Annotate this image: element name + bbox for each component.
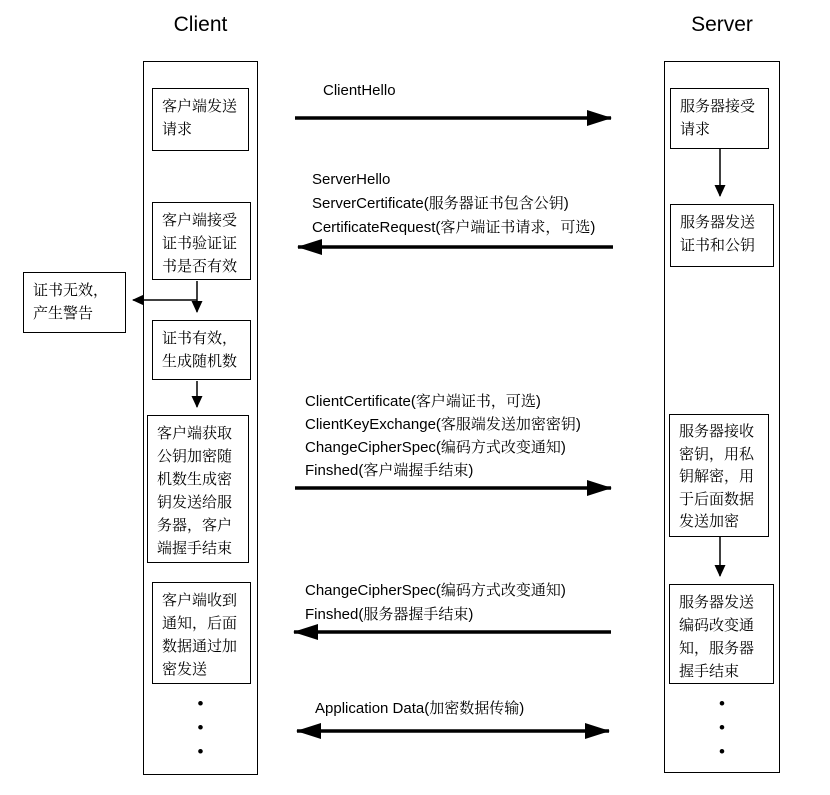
message-label-application-data [315,697,524,721]
message-label-clienthello [323,79,396,103]
message-line: CertificateRequest(客户端证书请求，可选) [312,219,596,236]
dot: • [197,718,204,737]
client-continuation-dots [143,692,258,764]
client-box-generate-key: 客户端获取公钥加密随机数生成密钥发送给服务器，客户端握手结束 [147,415,249,563]
server-box-send-change-notice: 服务器发送编码改变通知，服务器握手结束 [669,584,774,684]
dot: • [719,742,725,761]
message-line: ClientCertificate(客户端证书，可选) [305,393,541,410]
message-line: ChangeCipherSpec(编码方式改变通知) [305,582,566,599]
dot: • [197,742,204,761]
message-line: ClientKeyExchange(客服端发送加密密钥) [305,416,581,433]
warning-box: 证书无效，产生警告 [23,272,126,333]
message-line: Finshed(服务器握手结束) [305,606,474,623]
client-title: Client [173,13,228,36]
server-title: Server [691,13,753,36]
server-box-accept-request: 服务器接受请求 [670,88,769,149]
message-line: ClientHello [323,82,396,99]
client-box-verify-cert: 客户端接受证书验证证书是否有效 [152,202,251,280]
dot: • [719,718,725,737]
server-continuation-dots [664,692,780,764]
client-box-receive-notice: 客户端收到通知，后面数据通过加密发送 [152,582,251,684]
client-box-cert-valid: 证书有效，生成随机数 [152,320,251,380]
dot: • [719,694,725,713]
message-line: Application Data(加密数据传输) [315,700,525,717]
dot: • [197,694,204,713]
message-label-serverhello [312,168,595,240]
server-box-send-cert: 服务器发送证书和公钥 [670,204,774,267]
message-line: ServerHello [312,171,391,188]
server-box-receive-key: 服务器接收密钥，用私钥解密，用于后面数据发送加密 [669,414,769,537]
message-line: ServerCertificate(服务器证书包含公钥) [312,195,569,212]
message-line: ChangeCipherSpec(编码方式改变通知) [305,439,566,456]
message-label-changecipherspec [305,579,566,627]
message-label-clientkeyexchange [305,390,581,482]
client-box-send-request: 客户端发送请求 [152,88,249,151]
message-line: Finshed(客户端握手结束) [305,462,474,479]
